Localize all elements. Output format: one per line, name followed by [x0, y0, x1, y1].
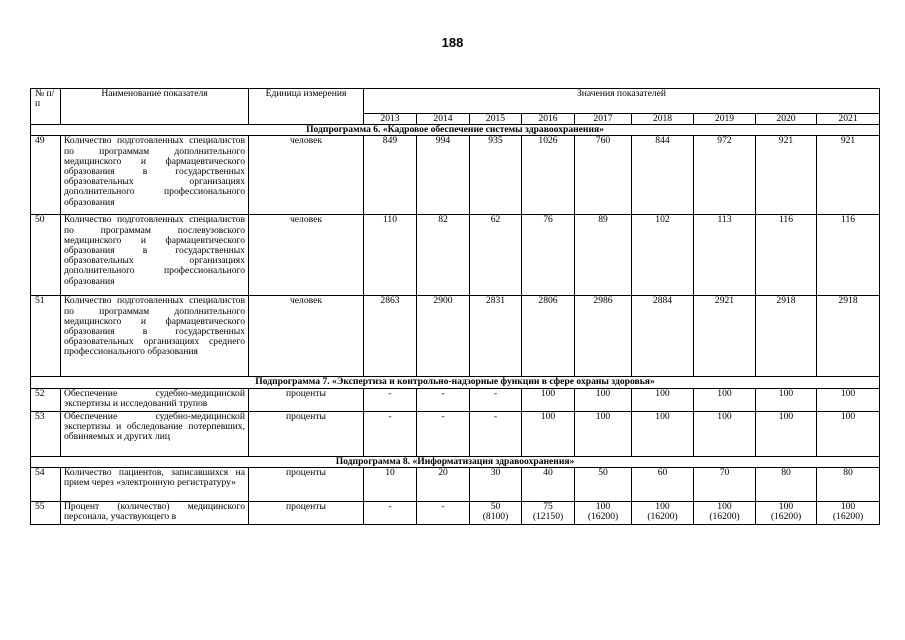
- header-year: 2014: [417, 114, 470, 125]
- table-row: [31, 467, 880, 501]
- indicator-name: Обеспечение судебно-медицинской экспертизы и обследование потерпевших, обвиняемых и других лиц: [61, 411, 249, 456]
- value-cell: 100: [694, 388, 756, 411]
- value-cell: 972: [694, 136, 756, 215]
- unit: проценты: [249, 501, 364, 524]
- value-cell: -: [417, 411, 470, 456]
- value-cell: 100: [575, 411, 632, 456]
- header-year: 2019: [694, 114, 756, 125]
- value-cell: 75 (12150): [522, 501, 575, 524]
- table-row: [31, 215, 880, 296]
- value-cell: 100 (16200): [575, 501, 632, 524]
- page-number: 188: [441, 35, 464, 50]
- value-cell: -: [364, 388, 417, 411]
- section-title: Подпрограмма 7. «Экспертиза и контрольно-надзорные функции в сфере охраны здоровья»: [31, 377, 880, 388]
- unit: проценты: [249, 388, 364, 411]
- value-cell: 80: [817, 467, 880, 501]
- value-cell: 1026: [522, 136, 575, 215]
- value-cell: 2863: [364, 296, 417, 377]
- indicator-name: Процент (количество) медицинского персонала, участвующего в: [61, 501, 249, 524]
- value-cell: 100 (16200): [694, 501, 756, 524]
- section-title: Подпрограмма 8. «Информатизация здравоохранения»: [31, 456, 880, 467]
- value-cell: 82: [417, 215, 470, 296]
- indicator-name: Количество пациентов, записавшихся на прием через «электронную регистратуру»: [61, 467, 249, 501]
- header-year: 2016: [522, 114, 575, 125]
- table-row: [31, 296, 880, 377]
- value-cell: 760: [575, 136, 632, 215]
- value-cell: 40: [522, 467, 575, 501]
- indicator-name: Обеспечение судебно-медицинской экспертизы и исследований трупов: [61, 388, 249, 411]
- table-body: [31, 125, 880, 525]
- unit: человек: [249, 136, 364, 215]
- value-cell: 62: [470, 215, 522, 296]
- value-cell: 2986: [575, 296, 632, 377]
- value-cell: 10: [364, 467, 417, 501]
- section-row: [31, 125, 880, 136]
- section-row: [31, 456, 880, 467]
- value-cell: 100: [694, 411, 756, 456]
- value-cell: 89: [575, 215, 632, 296]
- value-cell: 113: [694, 215, 756, 296]
- value-cell: 116: [756, 215, 817, 296]
- value-cell: 100: [632, 411, 694, 456]
- value-cell: 2806: [522, 296, 575, 377]
- row-number: 52: [31, 388, 61, 411]
- value-cell: 110: [364, 215, 417, 296]
- value-cell: 844: [632, 136, 694, 215]
- header-year: 2015: [470, 114, 522, 125]
- value-cell: 100 (16200): [817, 501, 880, 524]
- header-year: 2018: [632, 114, 694, 125]
- row-number: 55: [31, 501, 61, 524]
- indicators-table: [30, 88, 880, 525]
- value-cell: 100: [522, 388, 575, 411]
- value-cell: 100: [756, 411, 817, 456]
- value-cell: 50 (8100): [470, 501, 522, 524]
- value-cell: 2921: [694, 296, 756, 377]
- unit: проценты: [249, 411, 364, 456]
- indicator-name: Количество подготовленных специалистов по программам послевузовского медицинского и фармацевтического образования в государственных образовательных организациях дополнительного профессионального образования: [61, 215, 249, 296]
- value-cell: 2918: [756, 296, 817, 377]
- header-num: № п/п: [31, 89, 61, 125]
- value-cell: 994: [417, 136, 470, 215]
- table-row: [31, 136, 880, 215]
- value-cell: 2831: [470, 296, 522, 377]
- row-number: 51: [31, 296, 61, 377]
- value-cell: 849: [364, 136, 417, 215]
- header-unit: Единица измерения: [249, 89, 364, 125]
- unit: проценты: [249, 467, 364, 501]
- value-cell: -: [417, 501, 470, 524]
- value-cell: 100: [817, 411, 880, 456]
- value-cell: 2918: [817, 296, 880, 377]
- value-cell: 100 (16200): [756, 501, 817, 524]
- value-cell: 2900: [417, 296, 470, 377]
- header-values: Значения показателей: [364, 89, 880, 114]
- value-cell: 100: [817, 388, 880, 411]
- indicator-name: Количество подготовленных специалистов по программам дополнительного медицинского и фармацевтического образования в государственных образовательных организациях среднего профессионального образования: [61, 296, 249, 377]
- row-number: 49: [31, 136, 61, 215]
- value-cell: -: [364, 411, 417, 456]
- value-cell: 100: [756, 388, 817, 411]
- value-cell: 921: [756, 136, 817, 215]
- header-year: 2013: [364, 114, 417, 125]
- value-cell: 60: [632, 467, 694, 501]
- row-number: 53: [31, 411, 61, 456]
- value-cell: 102: [632, 215, 694, 296]
- section-title: Подпрограмма 6. «Кадровое обеспечение системы здравоохранения»: [31, 125, 880, 136]
- value-cell: 30: [470, 467, 522, 501]
- value-cell: -: [470, 411, 522, 456]
- table-row: [31, 501, 880, 524]
- value-cell: 70: [694, 467, 756, 501]
- header-year: 2021: [817, 114, 880, 125]
- value-cell: 921: [817, 136, 880, 215]
- value-cell: 100: [632, 388, 694, 411]
- value-cell: -: [364, 501, 417, 524]
- value-cell: 100 (16200): [632, 501, 694, 524]
- value-cell: 50: [575, 467, 632, 501]
- value-cell: 100: [575, 388, 632, 411]
- value-cell: 20: [417, 467, 470, 501]
- table-row: [31, 388, 880, 411]
- value-cell: 2884: [632, 296, 694, 377]
- table-row: [31, 411, 880, 456]
- value-cell: 76: [522, 215, 575, 296]
- row-number: 54: [31, 467, 61, 501]
- indicator-name: Количество подготовленных специалистов по программам дополнительного медицинского и фармацевтического образования в государственных образовательных организациях дополнительного профессионального образования: [61, 136, 249, 215]
- value-cell: 935: [470, 136, 522, 215]
- value-cell: 80: [756, 467, 817, 501]
- unit: человек: [249, 296, 364, 377]
- row-number: 50: [31, 215, 61, 296]
- unit: человек: [249, 215, 364, 296]
- value-cell: -: [470, 388, 522, 411]
- section-row: [31, 377, 880, 388]
- value-cell: -: [417, 388, 470, 411]
- header-year: 2020: [756, 114, 817, 125]
- header-year: 2017: [575, 114, 632, 125]
- header-name: Наименование показателя: [61, 89, 249, 125]
- value-cell: 100: [522, 411, 575, 456]
- value-cell: 116: [817, 215, 880, 296]
